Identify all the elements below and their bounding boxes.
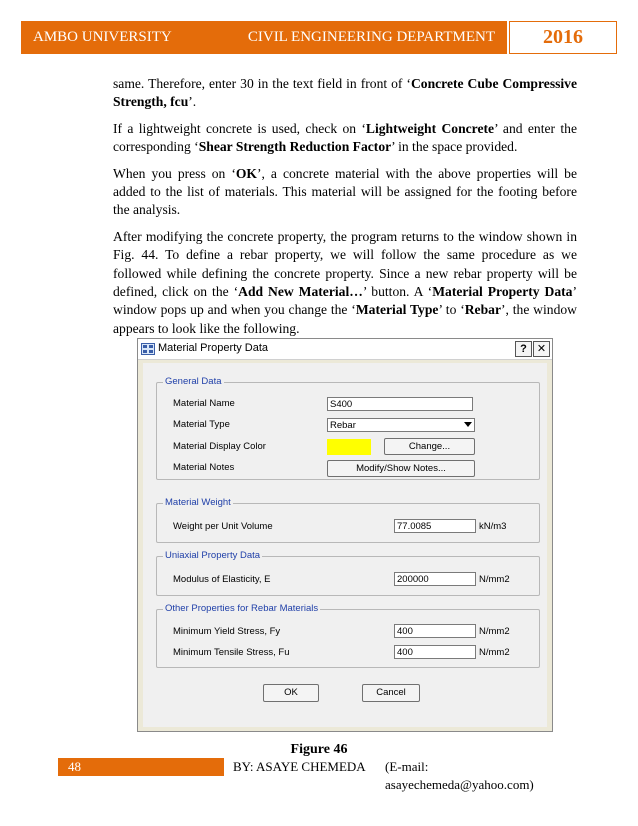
p4-bold-2: Material Property Data xyxy=(432,284,573,300)
p1-text-1: same. Therefore, enter 30 in the text field in front of ‘ xyxy=(113,76,411,91)
p3-bold-1: OK xyxy=(235,165,258,181)
material-notes-label: Material Notes xyxy=(173,462,235,473)
p2-bold-2: Shear Strength Reduction Factor xyxy=(198,139,392,155)
modulus-field[interactable]: 200000 xyxy=(394,572,476,586)
p4-text-5: ’, the window appears to look like the following. xyxy=(113,302,577,336)
uniaxial-data-caption: Uniaxial Property Data xyxy=(165,550,261,561)
p1-text-2: ’. xyxy=(188,94,197,110)
help-button[interactable]: ? xyxy=(515,341,532,357)
p2-text-2: ’ and enter the corresponding ‘ xyxy=(113,120,577,155)
dialog-titlebar xyxy=(138,339,552,360)
rebar-properties-group xyxy=(156,603,540,668)
p4-bold-1: Add New Material… xyxy=(238,284,363,300)
weight-label: Weight per Unit Volume xyxy=(173,521,273,532)
page-header xyxy=(21,21,615,54)
modify-notes-button[interactable]: Modify/Show Notes... xyxy=(327,460,475,477)
general-data-group xyxy=(156,376,540,480)
figure-caption: Figure 46 xyxy=(290,742,348,757)
p2-text-3: ’ in the space provided. xyxy=(391,139,518,155)
header-year: 2016 xyxy=(509,21,617,54)
dialog-title: Material Property Data xyxy=(158,342,269,354)
paragraph-3 xyxy=(113,165,577,220)
material-property-dialog xyxy=(137,338,553,732)
material-weight-caption: Material Weight xyxy=(165,497,231,508)
paragraph-1 xyxy=(113,75,577,112)
page-number-bar xyxy=(58,758,224,776)
p4-text-1: After modifying the concrete property, the program returns to the window shown in Fig. 44. To define a rebar property, we will follow the same procedure as we followed while defining the concrete property. Since a new rebar property will be defined, click on the ‘ xyxy=(113,228,577,300)
display-color-label: Material Display Color xyxy=(173,441,266,452)
display-color-swatch[interactable] xyxy=(327,439,371,455)
weight-field[interactable]: 77.0085 xyxy=(394,519,476,533)
p4-bold-3: Material Type xyxy=(355,302,439,318)
p1-bold-1: Concrete Cube Compressive Strength, fcu xyxy=(113,76,578,110)
close-button[interactable]: ✕ xyxy=(533,341,550,357)
app-icon xyxy=(141,343,155,355)
p4-text-3: ’ window pops up and when you change the ‘ xyxy=(113,284,577,318)
chevron-down-icon xyxy=(464,422,472,427)
yield-stress-field[interactable]: 400 xyxy=(394,624,476,638)
p4-bold-4: Rebar xyxy=(464,302,501,318)
rebar-properties-caption: Other Properties for Rebar Materials xyxy=(165,603,319,614)
footer-author: BY: ASAYE CHEMEDA xyxy=(233,759,366,774)
paragraph-4 xyxy=(113,228,577,338)
page-number: 48 xyxy=(68,759,81,774)
tensile-stress-unit: N/mm2 xyxy=(479,647,510,658)
p2-text-1: If a lightweight concrete is used, check on ‘ xyxy=(113,120,366,136)
general-data-caption: General Data xyxy=(165,376,222,387)
change-color-button[interactable]: Change... xyxy=(384,438,475,455)
p3-text-2: ’, a concrete material with the above properties will be added to the list of materials. This material will be assigned for the footing before the analysis. xyxy=(113,165,577,218)
material-type-label: Material Type xyxy=(173,419,230,430)
material-weight-group xyxy=(156,497,540,543)
material-type-dropdown[interactable] xyxy=(327,418,475,432)
weight-unit: kN/m3 xyxy=(479,521,507,532)
department-name: CIVIL ENGINEERING DEPARTMENT xyxy=(247,29,495,45)
material-name-field[interactable]: S400 xyxy=(327,397,473,411)
body-text xyxy=(113,75,577,346)
p4-text-2: ’ button. A ‘ xyxy=(362,284,433,300)
modulus-label: Modulus of Elasticity, E xyxy=(173,574,271,585)
cancel-button[interactable]: Cancel xyxy=(362,684,420,702)
p3-text-1: When you press on ‘ xyxy=(113,165,236,181)
paragraph-2 xyxy=(113,120,577,157)
yield-stress-unit: N/mm2 xyxy=(479,626,510,637)
footer-email: (E-mail: asayechemeda@yahoo.com) xyxy=(385,759,534,792)
header-bar xyxy=(21,21,507,54)
tensile-stress-label: Minimum Tensile Stress, Fu xyxy=(173,647,290,658)
material-type-value: Rebar xyxy=(330,420,356,431)
page-footer xyxy=(58,758,578,792)
uniaxial-data-group xyxy=(156,550,540,596)
modulus-unit: N/mm2 xyxy=(479,574,510,585)
tensile-stress-field[interactable]: 400 xyxy=(394,645,476,659)
ok-button[interactable]: OK xyxy=(263,684,319,702)
dialog-body xyxy=(143,363,547,727)
p2-bold-1: Lightweight Concrete xyxy=(365,120,495,136)
p4-text-4: ’ to ‘ xyxy=(438,302,465,318)
university-name: AMBO UNIVERSITY xyxy=(33,29,172,45)
yield-stress-label: Minimum Yield Stress, Fy xyxy=(173,626,281,637)
material-name-label: Material Name xyxy=(173,398,235,409)
